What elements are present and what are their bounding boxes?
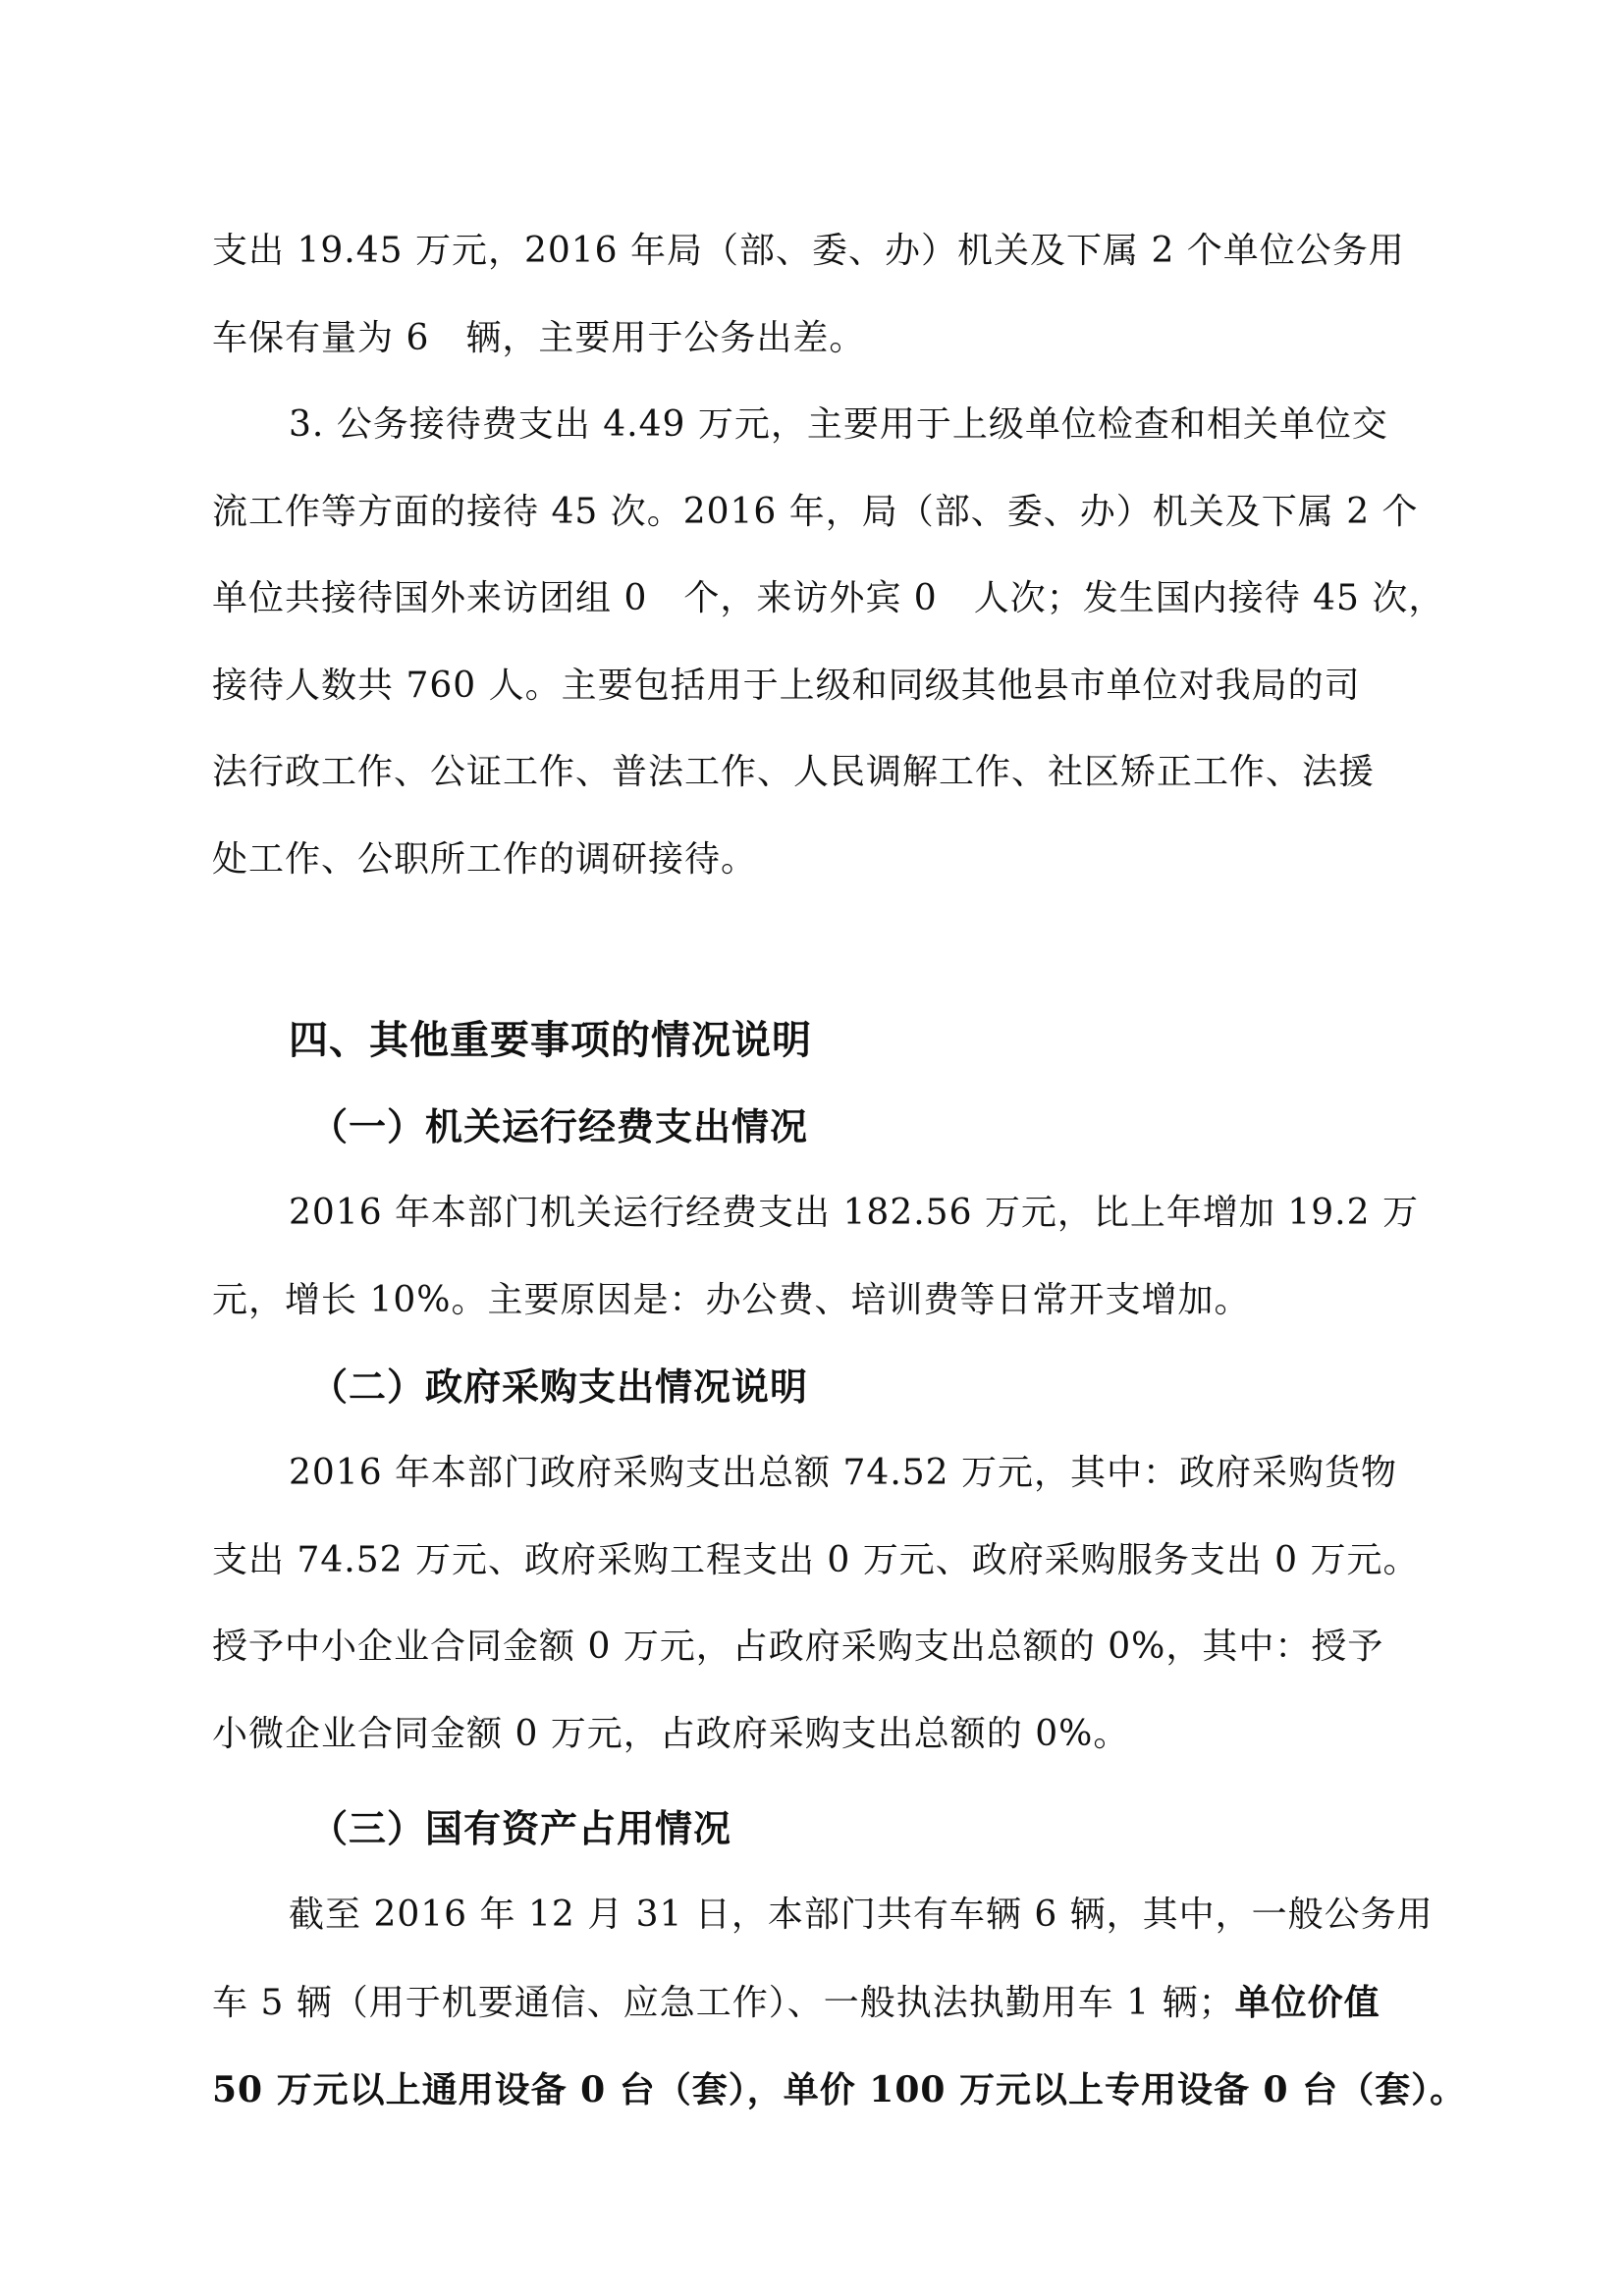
subheading-state-assets: （三）国有资产占用情况 bbox=[310, 1807, 732, 1850]
document-body bbox=[212, 208, 1467, 2134]
procurement-paragraph bbox=[212, 1430, 1430, 1778]
paragraph-line: 接待人数共 760 人。主要包括用于上级和同级其他县市单位对我局的司 bbox=[212, 665, 1361, 706]
paragraph-line: 流工作等方面的接待 45 次。2016 年，局（部、委、办）机关及下属 2 个 bbox=[212, 491, 1419, 532]
paragraph-line: 2016 年本部门政府采购支出总额 74.52 万元，其中：政府采购货物 bbox=[289, 1453, 1398, 1493]
section-spacer bbox=[212, 903, 1430, 997]
paragraph-line: 截至 2016 年 12 月 31 日，本部门共有车辆 6 辆，其中，一般公务用 bbox=[289, 1895, 1434, 1935]
assets-line-normal-text: 车 5 辆（用于机要通信、应急工作）、一般执法执勤用车 1 辆； bbox=[212, 1982, 1235, 2023]
state-assets-paragraph bbox=[212, 1872, 1467, 2134]
paragraph-line: 单位共接待国外来访团组 0 个，来访外宾 0 人次；发生国内接待 45 次， bbox=[212, 578, 1445, 618]
paragraph-line: 元，增长 10%。主要原因是：办公费、培训费等日常开支增加。 bbox=[212, 1279, 1251, 1320]
reception-expense-paragraph bbox=[212, 382, 1445, 903]
vehicle-expense-paragraph bbox=[212, 208, 1430, 382]
paragraph-line: 3. 公务接待费支出 4.49 万元，主要用于上级单位检查和相关单位交 bbox=[289, 404, 1388, 445]
paragraph-line: 处工作、公职所工作的调研接待。 bbox=[212, 838, 758, 880]
paragraph-line bbox=[212, 1959, 1430, 2048]
section-heading-other-matters: 四、其他重要事项的情况说明 bbox=[289, 1018, 812, 1063]
assets-line-bold-text: 单位价值 bbox=[1234, 1981, 1380, 2023]
paragraph-line: 法行政工作、公证工作、普法工作、人民调解工作、社区矫正工作、法援 bbox=[212, 752, 1376, 792]
subheading-procurement: （二）政府采购支出情况说明 bbox=[310, 1365, 809, 1409]
paragraph-line: 2016 年本部门机关运行经费支出 182.56 万元，比上年增加 19.2 万 bbox=[289, 1193, 1419, 1233]
paragraph-line: 小微企业合同金额 0 万元，占政府采购支出总额的 0%。 bbox=[212, 1713, 1130, 1754]
paragraph-line: 车保有量为 6 辆，主要用于公务出差。 bbox=[212, 317, 866, 358]
paragraph-line-bold: 50 万元以上通用设备 0 台（套），单价 100 万元以上专用设备 0 台（套）。 bbox=[212, 2069, 1467, 2110]
paragraph-line: 授予中小企业合同金额 0 万元，占政府采购支出总额的 0%，其中：授予 bbox=[212, 1627, 1384, 1667]
section-spacer bbox=[212, 1778, 1430, 1786]
paragraph-line: 支出 74.52 万元、政府采购工程支出 0 万元、政府采购服务支出 0 万元。 bbox=[212, 1539, 1420, 1580]
operating-expenses-paragraph bbox=[212, 1170, 1430, 1344]
subheading-operating-expenses: （一）机关运行经费支出情况 bbox=[310, 1105, 809, 1148]
paragraph-line: 支出 19.45 万元，2016 年局（部、委、办）机关及下属 2 个单位公务用 bbox=[212, 231, 1405, 271]
